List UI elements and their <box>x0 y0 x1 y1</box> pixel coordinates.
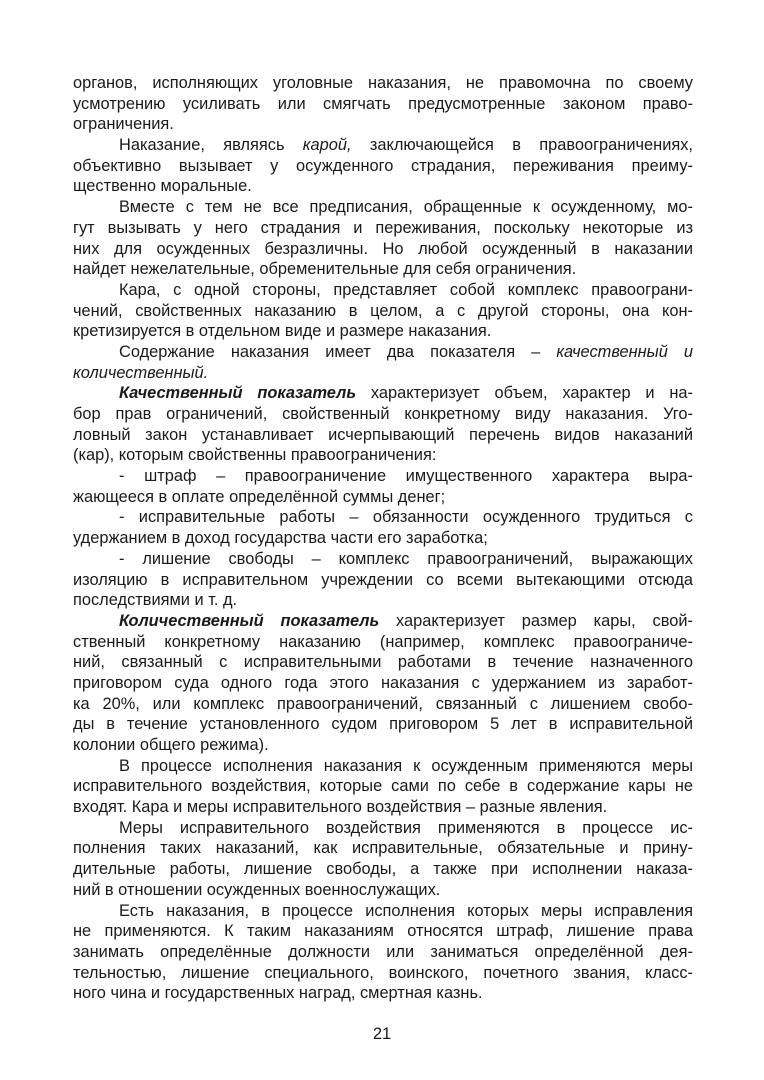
text-line: объективно вызывает у осужденного страдания, переживания преиму- <box>73 156 693 175</box>
text-line: ды в течение установленного судом приговором 5 лет в исправительной <box>73 715 693 734</box>
paragraph <box>73 135 693 197</box>
document-page <box>73 73 693 1004</box>
text-line: входят. Кара и меры исправительного воздействия – разные явления. <box>73 798 608 817</box>
text-line: изоляцию в исправительном учреждении со всеми вытекающими отсюда <box>73 570 693 589</box>
text-line: колонии общего режима). <box>73 736 269 754</box>
text-line: чений, свойственных наказанию в целом, а с другой стороны, она кон- <box>73 301 693 320</box>
text-line <box>73 363 693 384</box>
text-line: Меры исправительного воздействия применяются в процессе ис- <box>119 818 693 837</box>
paragraph <box>73 383 693 466</box>
text-line: ний в отношении осужденных военнослужащих. <box>73 880 441 899</box>
text-line: жающееся в оплате определённой суммы денег; <box>73 487 446 506</box>
text-line: полнения таких наказаний, как исправительные, обязательные и прину- <box>73 839 693 858</box>
text-line: последствиями и т. д. <box>73 591 238 610</box>
text-line: ограничения. <box>73 115 174 134</box>
text-line: (кар), которым свойственны правоограничения: <box>73 446 437 465</box>
text-line: - штраф – правоограничение имущественного характера выра- <box>119 467 693 486</box>
text-line: Кара, с одной стороны, представляет собой комплекс правоограни- <box>119 280 693 299</box>
text-line: ственный конкретному наказанию (например, комплекс правоограниче- <box>73 632 693 651</box>
text-line: ний, связанный с исправительными работами в течение назначенного <box>73 653 693 672</box>
text-line: приговором суда одного года этого наказания с удержанием из заработ- <box>73 673 693 692</box>
text-run: характеризует объем, характер и на- <box>356 384 693 403</box>
paragraph <box>73 342 693 383</box>
text-line: Есть наказания, в процессе исполнения которых меры исправления <box>119 901 693 920</box>
paragraph <box>73 466 693 507</box>
text-line: тельностью, лишение специального, воинского, почетного звания, класс- <box>73 963 693 982</box>
text-line: ка 20%, или комплекс правоограничений, связанный с лишением свобо- <box>73 694 693 713</box>
text-line: ного чина и государственных наград, смертная казнь. <box>73 984 483 1003</box>
paragraph <box>73 611 693 756</box>
text-line: органов, исполняющих уголовные наказания, не правомочна по своему <box>73 74 693 92</box>
text-run: Содержание наказания имеет два показателя – <box>119 342 557 361</box>
paragraph <box>73 901 693 1004</box>
text-line <box>73 611 693 632</box>
text-line: Вместе с тем не все предписания, обращенные к осужденному, мо- <box>119 198 693 217</box>
text-line: найдет нежелательные, обременительные для себя ограничения. <box>73 260 577 279</box>
text-line: них для осужденных безразличны. Но любой осужденный в наказании <box>73 239 693 258</box>
page-number: 21 <box>372 1025 392 1043</box>
paragraph <box>73 756 693 818</box>
text-run: характеризует размер кары, свой- <box>379 611 693 630</box>
italic-text: качественный и <box>556 342 693 361</box>
text-line: не применяются. К таким наказаниям относятся штраф, лишение права <box>73 922 693 941</box>
text-line: усмотрению усиливать или смягчать предусмотренные законом право- <box>73 94 693 113</box>
text-line <box>73 342 693 363</box>
text-line: щественно моральные. <box>73 177 252 196</box>
text-line: исправительного воздействия, которые сами по себе в содержание кары не <box>73 777 693 796</box>
text-line <box>73 135 693 156</box>
text-line: кретизируется в отдельном виде и размере наказания. <box>73 322 492 341</box>
bold-italic-term: Количественный показатель <box>119 611 380 630</box>
text-line: гут вызывать у него страдания и переживания, поскольку некоторые из <box>73 218 693 237</box>
paragraph <box>73 549 693 611</box>
text-line: - исправительные работы – обязанности осужденного трудиться с <box>119 508 693 527</box>
text-line: В процессе исполнения наказания к осужденным применяются меры <box>119 756 693 775</box>
text-line: удержанием в доход государства части его заработка; <box>73 529 488 548</box>
text-run: Наказание, являясь <box>119 136 303 155</box>
text-line <box>73 383 693 404</box>
paragraph <box>73 73 693 135</box>
text-line: дительные работы, лишение свободы, а также при исполнении наказа- <box>73 860 693 879</box>
paragraph <box>73 507 693 548</box>
text-line: - лишение свободы – комплекс правоограничений, выражающих <box>119 549 693 568</box>
text-line: занимать определённые должности или заниматься определённой дея- <box>73 942 693 961</box>
paragraph <box>73 818 693 901</box>
text-line: ловный закон устанавливает исчерпывающий перечень видов наказаний <box>73 425 693 444</box>
paragraph <box>73 197 693 280</box>
text-run: заключающейся в правоограничениях, <box>351 136 693 155</box>
bold-italic-term: Качественный показатель <box>119 384 357 403</box>
italic-text: количественный. <box>73 363 209 382</box>
text-line: бор прав ограничений, свойственный конкретному виду наказания. Уго- <box>73 405 693 423</box>
paragraph <box>73 280 693 342</box>
italic-text: карой, <box>302 136 352 155</box>
